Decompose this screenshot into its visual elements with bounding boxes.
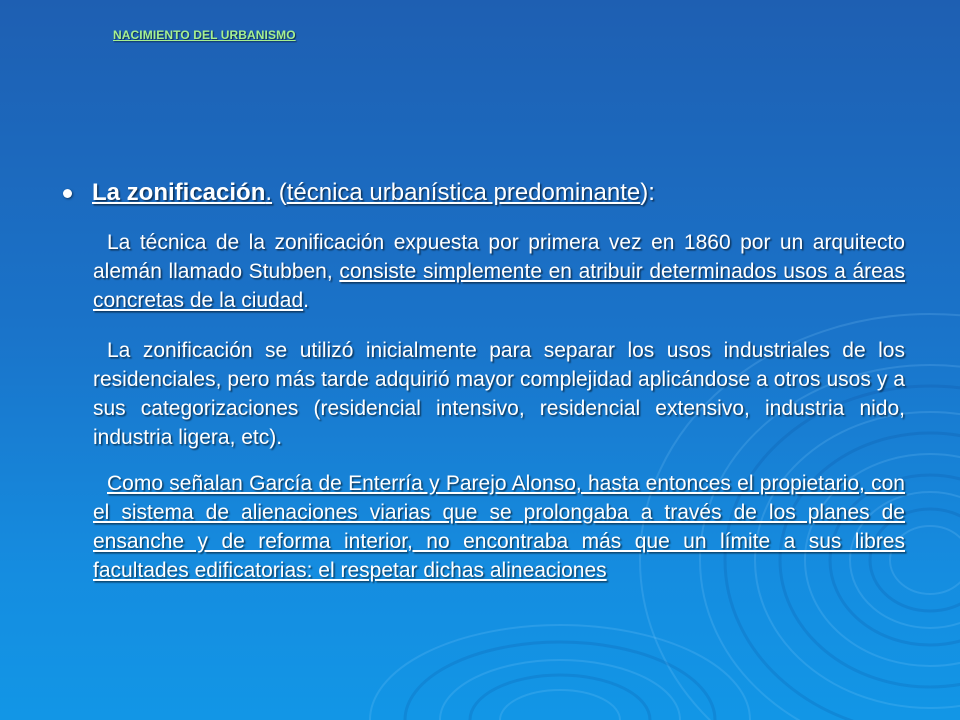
bullet-heading [55,172,905,214]
bullet-dot-icon [63,189,72,198]
heading-period: . [265,179,273,206]
paragraph-1-text: La técnica de la zonificación expuesta por primera vez en 1860 por un arquitecto alemán llamado Stubben, [93,231,905,283]
heading-term: La zonificación [92,179,266,206]
slide-header-title: NACIMIENTO DEL URBANISMO [113,28,296,42]
paragraph-2: La zonificación se utilizó inicialmente para separar los usos industriales de los residenciales, pero más tarde adquirió mayor complejidad aplicándose a otros usos y a sus categorizaciones (residencial intensivo, residencial extensivo, industria nido, industria ligera, etc). [93,339,905,449]
paragraph-1-underlined: consiste simplemente en atribuir determinados usos a áreas concretas de la ciudad [93,260,905,312]
bullet-heading-text [92,179,655,207]
heading-parenthetical: técnica urbanística predominante [286,179,641,206]
heading-paren-open: ( [272,179,287,206]
heading-paren-close: ): [640,179,655,206]
paragraph-1 [93,228,905,315]
slide-content [55,172,905,585]
paragraph-3: Como señalan García de Enterría y Parejo Alonso, hasta entonces el propietario, con el sistema de alienaciones viarias que se prolongaba a través de los planes de ensanche y de reforma interior, no encontraba más que un límite a sus libres facultades edificatorias: el respetar dichas alineaciones [93,472,905,582]
paragraph-1-end: . [303,289,309,312]
